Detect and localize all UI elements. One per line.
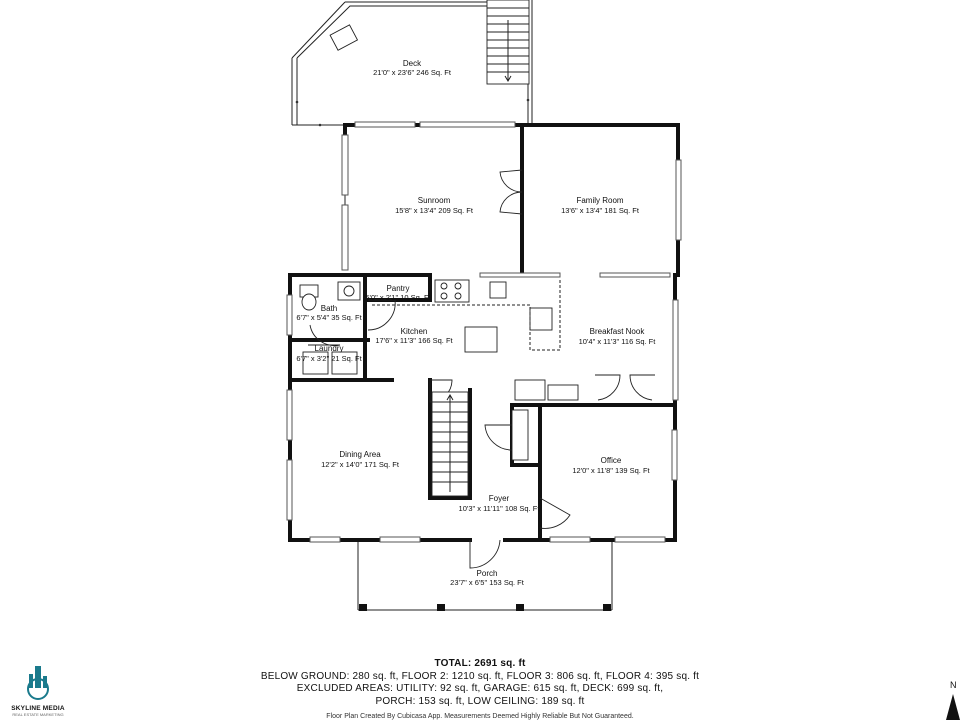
bath-label: Bath bbox=[320, 304, 338, 313]
office-dims: 12'0" x 11'8" 139 Sq. Ft bbox=[572, 466, 650, 475]
deck-stairs bbox=[487, 0, 529, 84]
kitchen-sink-icon bbox=[490, 282, 506, 298]
deck-dims: 21'0" x 23'6" 246 Sq. Ft bbox=[373, 68, 451, 77]
foyer-label: Foyer bbox=[488, 494, 510, 503]
logo-tagline: REAL ESTATE MARKETING bbox=[12, 712, 64, 717]
area-totals bbox=[0, 658, 960, 708]
deck bbox=[292, 0, 532, 270]
sunroom-dims: 15'8" x 13'4" 209 Sq. Ft bbox=[395, 206, 473, 215]
dining-area-dims: 12'2" x 14'0" 171 Sq. Ft bbox=[321, 460, 399, 469]
kitchen-island bbox=[465, 327, 497, 352]
kitchen-dims: 17'6" x 11'3" 166 Sq. Ft bbox=[375, 336, 453, 345]
totals-line-3: PORCH: 153 sq. ft, LOW CEILING: 189 sq. ft bbox=[375, 695, 585, 707]
logo-brand: SKYLINE MEDIA bbox=[11, 705, 65, 712]
stove-icon bbox=[435, 280, 469, 302]
total-area: TOTAL: 2691 sq. ft bbox=[434, 658, 526, 669]
laundry-label: Laundry bbox=[314, 344, 344, 353]
family-room-label: Family Room bbox=[576, 196, 624, 205]
foyer-dims: 10'3" x 11'11" 108 Sq. Ft bbox=[458, 504, 540, 513]
pantry-label: Pantry bbox=[386, 284, 410, 293]
deck-table-icon bbox=[330, 25, 357, 50]
totals-line-2: EXCLUDED AREAS: UTILITY: 92 sq. ft, GARAGE: 615 sq. ft, DECK: 699 sq. ft, bbox=[296, 683, 664, 694]
pantry-dims: 5'0" x 2'1" 10 Sq. Ft bbox=[365, 293, 431, 302]
porch-dims: 23'7" x 6'5" 153 Sq. Ft bbox=[450, 578, 524, 587]
breakfast-nook-dims: 10'4" x 11'3" 116 Sq. Ft bbox=[578, 337, 656, 346]
fridge-icon bbox=[530, 308, 552, 330]
deck-label: Deck bbox=[402, 59, 422, 68]
sunroom-label: Sunroom bbox=[417, 196, 451, 205]
kitchen-label: Kitchen bbox=[400, 327, 428, 336]
office-label: Office bbox=[600, 456, 622, 465]
bath-dims: 6'7" x 5'4" 35 Sq. Ft bbox=[296, 313, 362, 322]
dining-area-label: Dining Area bbox=[339, 450, 381, 459]
disclaimer: Floor Plan Created By Cubicasa App. Measurements Deemed Highly Reliable But Not Guaranteed. bbox=[326, 713, 634, 720]
totals-line-1: BELOW GROUND: 280 sq. ft, FLOOR 2: 1210 sq. ft, FLOOR 3: 806 sq. ft, FLOOR 4: 395 sq. ft bbox=[260, 670, 700, 682]
interior-stairs bbox=[432, 392, 468, 496]
laundry-dims: 6'7" x 3'2" 21 Sq. Ft bbox=[296, 354, 362, 363]
north-label: N bbox=[950, 680, 957, 690]
breakfast-nook-label: Breakfast Nook bbox=[589, 327, 645, 336]
north-arrow-icon bbox=[935, 680, 960, 720]
family-room-dims: 13'6" x 13'4" 181 Sq. Ft bbox=[561, 206, 639, 215]
porch-label: Porch bbox=[476, 569, 498, 578]
